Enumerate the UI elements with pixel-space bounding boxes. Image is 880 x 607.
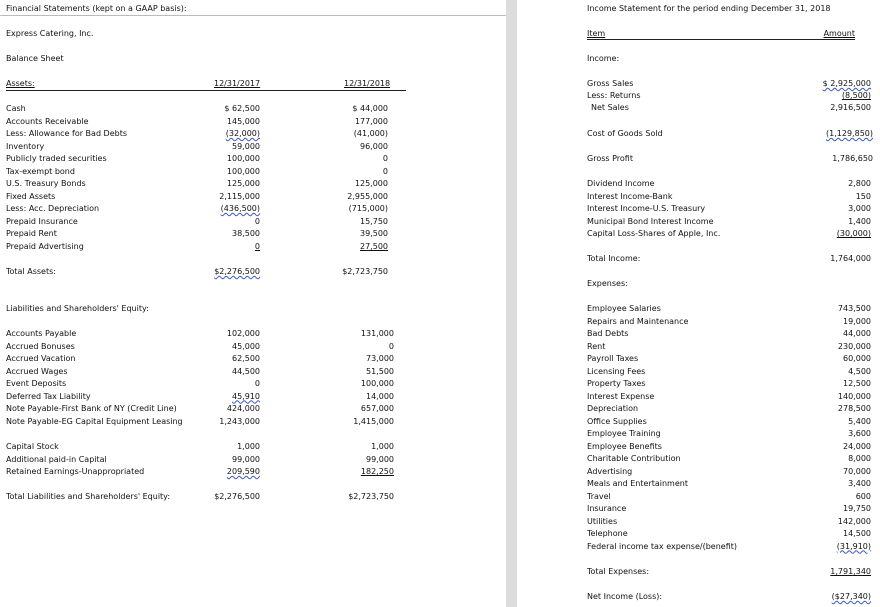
asset-row-2-2017: (32,000)	[225, 129, 260, 138]
asset-row-9-label: Prepaid Insurance	[6, 216, 78, 226]
expense-row-18-label: Telephone	[587, 529, 628, 538]
other-income-row-4-value: (30,000)	[836, 229, 871, 238]
expense-row-0-value: 743,500	[837, 304, 871, 313]
asset-row-7-2017: 2,115,000	[219, 191, 260, 201]
expense-row-8-label: Depreciation	[587, 404, 639, 413]
asset-row-4-label: Publicly traded securities	[6, 154, 107, 163]
expense-row-13-label: Advertising	[587, 466, 633, 476]
expense-row-12-value: 8,000	[848, 454, 871, 463]
statements-header: Financial Statements (kept on a GAAP basis):	[6, 4, 187, 13]
asset-row-4-2018: 0	[382, 154, 388, 163]
company-name: Express Catering, Inc.	[6, 29, 94, 38]
equity-row-2-label: Retained Earnings-Unappropriated	[6, 467, 145, 476]
expense-row-11-label: Employee Benefits	[587, 441, 662, 451]
expense-row-9-value: 5,400	[848, 416, 871, 426]
asset-row-4-2017: 100,000	[226, 154, 260, 163]
returns-value: (8,500)	[841, 91, 871, 100]
asset-row-11-label: Prepaid Advertising	[6, 241, 84, 251]
liability-row-3-2017: 44,500	[232, 366, 260, 376]
column-header-rule	[587, 39, 855, 40]
expense-row-15-label: Travel	[587, 491, 611, 501]
expense-row-10-value: 3,600	[848, 429, 871, 438]
expense-row-16-label: Insurance	[587, 504, 627, 513]
asset-row-11-2018: 27,500	[360, 241, 388, 251]
gross-sales-value: $ 2,925,000	[822, 79, 871, 88]
expense-row-6-value: 12,500	[843, 379, 871, 388]
other-income-row-3-value: 1,400	[848, 216, 871, 226]
asset-row-6-2017: 125,000	[226, 179, 260, 188]
liabilities-heading: Liabilities and Shareholders' Equity:	[6, 304, 149, 313]
asset-row-5-label: Tax-exempt bond	[6, 166, 75, 176]
expense-row-12-label: Charitable Contribution	[587, 454, 681, 463]
asset-row-10-2018: 39,500	[360, 229, 388, 238]
asset-row-7-label: Fixed Assets	[6, 191, 56, 201]
expense-row-16-value: 19,750	[843, 504, 871, 513]
asset-row-10-label: Prepaid Rent	[6, 229, 57, 238]
liability-row-1-2017: 45,000	[232, 341, 260, 351]
net-income-value: ($27,340)	[831, 592, 871, 601]
expense-row-5-value: 4,500	[848, 366, 871, 376]
expense-row-4-label: Payroll Taxes	[587, 354, 639, 363]
liability-row-7-2017: 1,243,000	[219, 416, 260, 426]
liability-row-5-2017: 45,910	[232, 391, 260, 401]
total-expenses-value: 1,791,340	[830, 567, 871, 576]
other-income-row-3-label: Municipal Bond Interest Income	[587, 216, 714, 226]
income-statement-title: Income Statement for the period ending December 31, 2018	[587, 4, 831, 13]
col-2017-header: 12/31/2017	[214, 79, 261, 88]
returns-label: Less: Returns	[587, 91, 641, 100]
liability-row-7-2018: 1,415,000	[353, 416, 394, 426]
other-income-row-2-label: Interest Income-U.S. Treasury	[587, 204, 706, 213]
asset-row-2-2018: (41,000)	[353, 129, 388, 138]
expense-row-14-label: Meals and Entertainment	[587, 479, 688, 488]
total-income-value: 1,764,000	[830, 254, 871, 263]
liability-row-5-label: Deferred Tax Liability	[6, 391, 91, 401]
total-assets-label: Total Assets:	[6, 267, 56, 276]
asset-row-7-2018: 2,955,000	[347, 191, 388, 201]
col-2018-header: 12/31/2018	[344, 79, 391, 88]
asset-row-0-label: Cash	[6, 104, 26, 113]
total-liabilities-label: Total Liabilities and Shareholders' Equity:	[6, 492, 171, 501]
expense-row-5-label: Licensing Fees	[587, 366, 646, 376]
expense-row-1-label: Repairs and Maintenance	[587, 316, 689, 326]
liability-row-6-2018: 657,000	[360, 404, 394, 413]
expense-row-19-value: (31,910)	[836, 541, 871, 551]
asset-row-5-2017: 100,000	[226, 166, 260, 176]
asset-row-1-label: Accounts Receivable	[6, 116, 89, 126]
expense-row-14-value: 3,400	[848, 479, 871, 488]
expense-row-2-value: 44,000	[843, 329, 871, 338]
asset-row-0-2017: $ 62,500	[224, 104, 260, 113]
liability-row-2-2018: 73,000	[366, 354, 394, 363]
asset-row-3-label: Inventory	[6, 141, 45, 151]
other-income-row-4-label: Capital Loss-Shares of Apple, Inc.	[587, 229, 721, 238]
total-income-label: Total Income:	[587, 254, 641, 263]
equity-row-0-2017: 1,000	[237, 442, 260, 451]
gross-sales-label: Gross Sales	[587, 79, 634, 88]
equity-row-0-2018: 1,000	[371, 442, 394, 451]
expense-row-3-label: Rent	[587, 341, 606, 351]
equity-row-1-label: Additional paid-in Capital	[6, 454, 107, 464]
expense-row-9-label: Office Supplies	[587, 416, 647, 426]
asset-row-8-label: Less: Acc. Depreciation	[6, 204, 100, 213]
asset-row-3-2018: 96,000	[360, 141, 388, 151]
liability-row-3-2018: 51,500	[366, 366, 394, 376]
net-sales-value: 2,916,500	[830, 103, 871, 112]
liability-row-6-2017: 424,000	[226, 404, 260, 413]
liability-row-2-2017: 62,500	[232, 354, 260, 363]
liability-row-5-2018: 14,000	[366, 391, 394, 401]
equity-row-0-label: Capital Stock	[6, 442, 59, 451]
liability-row-0-2017: 102,000	[226, 329, 260, 338]
other-income-row-0-label: Dividend Income	[587, 179, 655, 188]
asset-row-3-2017: 59,000	[232, 141, 260, 151]
total-assets-2018: $2,723,750	[342, 267, 388, 276]
expense-row-7-label: Interest Expense	[587, 391, 655, 401]
asset-row-2-label: Less: Allowance for Bad Debts	[6, 129, 128, 138]
expense-row-2-label: Bad Debts	[587, 329, 629, 338]
asset-row-10-2017: 38,500	[232, 229, 260, 238]
asset-row-8-2018: (715,000)	[348, 204, 388, 213]
expense-row-1-value: 19,000	[843, 316, 871, 326]
asset-row-11-2017: 0	[254, 241, 260, 251]
liability-row-7-label: Note Payable-EG Capital Equipment Leasing	[6, 416, 183, 426]
header-rule	[0, 15, 506, 16]
net-sales-label: Net Sales	[591, 103, 629, 112]
liability-row-2-label: Accrued Vacation	[6, 354, 76, 363]
asset-row-0-2018: $ 44,000	[352, 104, 388, 113]
expense-row-0-label: Employee Salaries	[587, 304, 661, 313]
gross-profit-label: Gross Profit	[587, 154, 633, 163]
liability-row-3-label: Accrued Wages	[6, 366, 68, 376]
asset-row-9-2018: 15,750	[360, 216, 388, 226]
gross-profit-value: 1,786,650	[832, 154, 873, 163]
total-liabilities-2017: $2,276,500	[214, 492, 260, 501]
asset-row-6-2018: 125,000	[354, 179, 388, 188]
liability-row-6-label: Note Payable-First Bank of NY (Credit Line)	[6, 404, 177, 413]
assets-heading: Assets:	[6, 79, 35, 88]
total-expenses-label: Total Expenses:	[587, 567, 650, 576]
total-liabilities-2018: $2,723,750	[348, 492, 394, 501]
expense-row-8-value: 278,500	[837, 404, 871, 413]
expense-row-7-value: 140,000	[837, 391, 871, 401]
equity-row-1-2018: 99,000	[366, 454, 394, 464]
amount-column-header: Amount	[823, 29, 855, 38]
other-income-row-1-label: Interest Income-Bank	[587, 191, 673, 201]
income-heading: Income:	[587, 54, 620, 63]
total-assets-2017: $2,276,500	[214, 267, 260, 276]
equity-row-2-2017: 209,590	[226, 467, 260, 476]
liability-row-1-2018: 0	[388, 341, 394, 351]
expense-row-4-value: 60,000	[843, 354, 871, 363]
expense-row-6-label: Property Taxes	[587, 379, 646, 388]
expense-row-19-label: Federal income tax expense/(benefit)	[587, 541, 737, 551]
asset-row-1-2017: 145,000	[226, 116, 260, 126]
equity-row-1-2017: 99,000	[232, 454, 260, 464]
income-statement-page	[517, 0, 880, 607]
liability-row-1-label: Accrued Bonuses	[6, 341, 75, 351]
net-income-label: Net Income (Loss):	[587, 592, 663, 601]
cogs-value: (1,129,850)	[826, 129, 873, 138]
liability-row-4-2018: 100,000	[360, 379, 394, 388]
asset-row-5-2018: 0	[382, 166, 388, 176]
expense-row-13-value: 70,000	[843, 466, 871, 476]
equity-row-2-2018: 182,250	[360, 467, 394, 476]
item-column-header: Item	[587, 29, 606, 38]
expense-row-10-label: Employee Training	[587, 429, 661, 438]
liability-row-0-label: Accounts Payable	[6, 329, 77, 338]
other-income-row-0-value: 2,800	[848, 179, 871, 188]
expense-row-18-value: 14,500	[843, 529, 871, 538]
expense-row-3-value: 230,000	[837, 341, 871, 351]
expense-row-11-value: 24,000	[843, 441, 871, 451]
liability-row-4-2017: 0	[254, 379, 260, 388]
asset-row-9-2017: 0	[254, 216, 260, 226]
liability-row-4-label: Event Deposits	[6, 379, 67, 388]
expense-row-15-value: 600	[855, 491, 871, 501]
expenses-heading: Expenses:	[587, 279, 628, 288]
asset-row-8-2017: (436,500)	[220, 204, 260, 213]
balance-sheet-title: Balance Sheet	[6, 54, 64, 63]
cogs-label: Cost of Goods Sold	[587, 129, 663, 138]
asset-row-1-2018: 177,000	[354, 116, 388, 126]
expense-row-17-label: Utilities	[587, 516, 618, 526]
expense-row-17-value: 142,000	[837, 516, 871, 526]
liability-row-0-2018: 131,000	[360, 329, 394, 338]
assets-header-rule	[6, 90, 406, 91]
other-income-row-2-value: 3,000	[848, 204, 871, 213]
asset-row-6-label: U.S. Treasury Bonds	[6, 179, 86, 188]
other-income-row-1-value: 150	[855, 191, 871, 201]
